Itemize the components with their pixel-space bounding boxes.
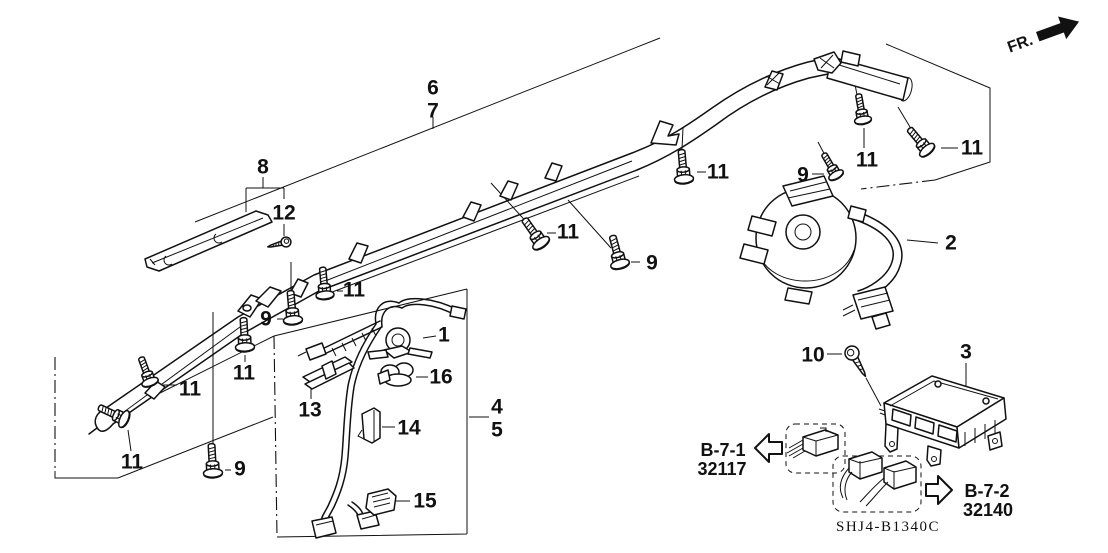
bolt-11 (133, 354, 160, 389)
drawing-code: SHJ4-B1340C (835, 519, 941, 535)
harness-bracket-14 (358, 408, 380, 443)
callout-11[interactable]: 11 (342, 278, 366, 302)
ref-b71-label[interactable]: B-7-1 (700, 440, 746, 460)
callout-12[interactable]: 12 (272, 201, 296, 225)
bolt-11 (314, 266, 335, 300)
screw-10 (842, 343, 871, 379)
bolt-9 (202, 443, 223, 479)
bolt-11 (672, 149, 694, 185)
callout-10[interactable]: 10 (801, 343, 825, 367)
connector-b71 (786, 424, 845, 473)
harness-clip-16 (378, 363, 413, 386)
bolt-11 (516, 213, 551, 252)
ref-arrow-right (926, 476, 952, 504)
callout-16[interactable]: 16 (429, 365, 453, 389)
callout-11[interactable]: 11 (120, 450, 144, 474)
cable-reel (740, 176, 902, 329)
callout-5[interactable]: 5 (491, 418, 503, 442)
roof-trim-bracket (145, 211, 272, 271)
callout-11[interactable]: 11 (855, 148, 879, 172)
srs-unit (884, 376, 1006, 466)
fr-arrow-icon (1034, 10, 1084, 48)
callout-11[interactable]: 11 (556, 220, 580, 244)
callout-4[interactable]: 4 (491, 395, 503, 419)
bolt-11 (234, 317, 255, 353)
callout-11[interactable]: 11 (178, 377, 202, 401)
clip-pin-12 (266, 236, 292, 252)
callout-3[interactable]: 3 (960, 340, 972, 364)
callout-7[interactable]: 7 (427, 99, 439, 123)
connector-b72 (833, 452, 921, 512)
callout-11[interactable]: 11 (232, 361, 256, 385)
callout-9[interactable]: 9 (646, 251, 658, 275)
callout-9[interactable]: 9 (234, 457, 246, 481)
callout-11[interactable]: 11 (706, 160, 730, 184)
callout-14[interactable]: 14 (397, 416, 421, 440)
callout-9[interactable]: 9 (260, 307, 272, 331)
callout-9[interactable]: 9 (797, 163, 809, 187)
fr-label: FR. (1005, 31, 1036, 57)
harness-bracket-13 (303, 357, 354, 389)
ref-b72-label[interactable]: B-7-2 (964, 481, 1010, 501)
callout-6[interactable]: 6 (427, 76, 439, 100)
harness-connector-15 (366, 489, 396, 515)
callout-11[interactable]: 11 (960, 136, 984, 160)
ref-b72-code[interactable]: 32140 (962, 500, 1014, 520)
ref-b71-code[interactable]: 32117 (697, 459, 747, 479)
callout-1[interactable]: 1 (438, 323, 450, 347)
callout-8[interactable]: 8 (257, 155, 269, 179)
leader-lines (128, 74, 966, 501)
callout-15[interactable]: 15 (413, 489, 437, 513)
fr-indicator (1004, 10, 1083, 58)
bolt-11 (850, 93, 872, 127)
callout-2[interactable]: 2 (945, 231, 957, 255)
callout-13[interactable]: 13 (298, 398, 322, 422)
bolt-11 (902, 123, 937, 160)
bolt-9 (603, 233, 630, 271)
ref-arrow-left (755, 434, 782, 462)
